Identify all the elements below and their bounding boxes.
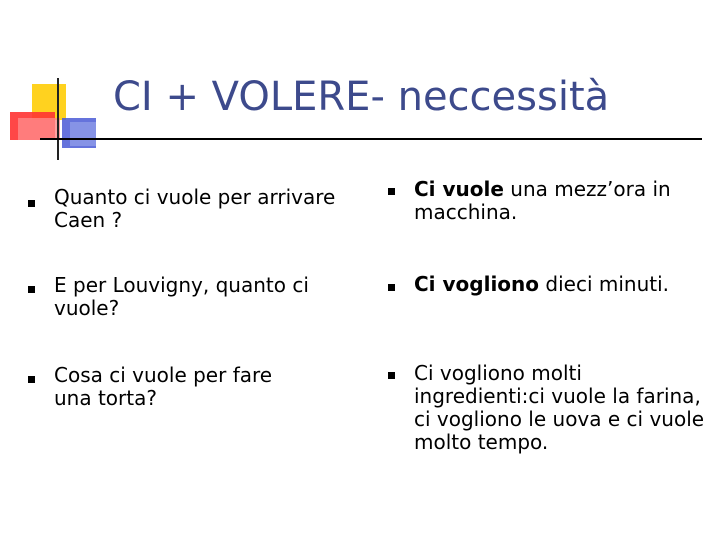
square-bullet-icon (388, 372, 395, 379)
slide-title: CI + VOLERE- neccessità (113, 74, 610, 120)
bullet-text (414, 273, 718, 296)
bold-phrase: Ci vuole (414, 177, 504, 201)
square-bullet-icon (388, 188, 395, 195)
bullet-text (414, 178, 718, 224)
slide-logo-icon (0, 0, 110, 170)
bullet-text: Cosa ci vuole per fare una torta? (54, 363, 273, 410)
plain-phrase: dieci minuti. (539, 272, 670, 296)
square-bullet-icon (388, 284, 395, 291)
square-bullet-icon (28, 286, 35, 293)
bold-phrase: Ci vogliono (414, 272, 540, 296)
plain-phrase: una mezz’ora in macchina. (414, 177, 671, 224)
title-divider (40, 138, 702, 140)
bullet-text (414, 362, 714, 454)
square-bullet-icon (28, 200, 35, 207)
bullet-text: E per Louvigny, quanto ci vuole? (54, 273, 309, 320)
square-bullet-icon (28, 376, 35, 383)
bullet-text: Quanto ci vuole per arrivare Caen ? (54, 185, 336, 232)
plain-phrase: Ci vogliono molti ingredienti:ci vuole la farina, ci vogliono le uova e ci vuole molto tempo. (414, 361, 705, 454)
